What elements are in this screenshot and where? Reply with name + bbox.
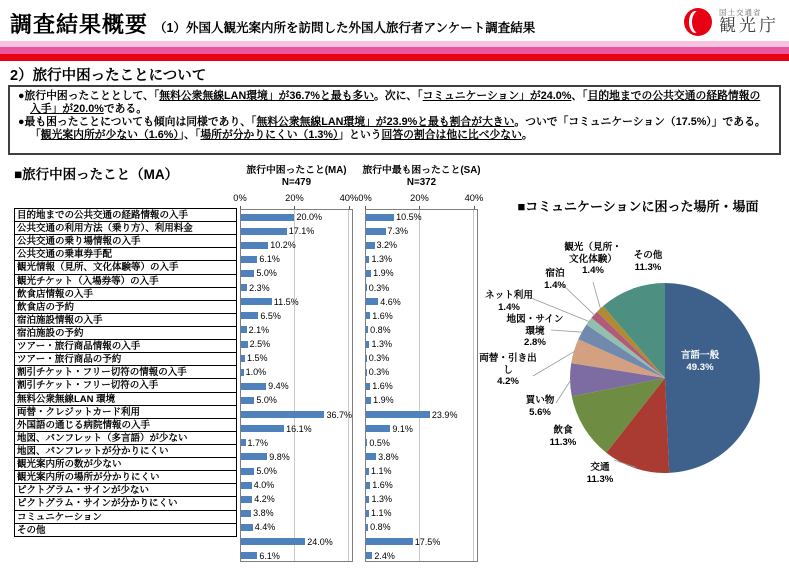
jta-logo-icon — [682, 6, 714, 38]
axis-tick-mark — [349, 206, 350, 209]
category-label: コミュニケーション — [14, 510, 237, 524]
bar-row — [366, 422, 477, 436]
summary-box — [8, 85, 781, 155]
bar-value-label: 2.3% — [249, 282, 270, 293]
header-stripe-magenta — [0, 47, 789, 54]
category-label: 観光案内所の数が少ない — [14, 457, 237, 471]
bar-value-label: 1.9% — [373, 268, 394, 279]
bar — [241, 270, 254, 277]
category-label: 割引チケット・フリー切符の入手 — [14, 378, 237, 392]
bar — [241, 369, 244, 376]
agency-parent-label: 国土交通省 — [719, 7, 762, 17]
bar — [366, 312, 370, 319]
agency-name-label: 観光庁 — [719, 15, 779, 35]
bar-chart-block — [14, 163, 484, 563]
bar-row — [366, 266, 477, 280]
bar-value-label: 23.9% — [431, 409, 458, 420]
bar-row — [366, 478, 477, 492]
bar-row — [366, 238, 477, 252]
pie-label-line: 飲食 — [553, 425, 573, 436]
bar-row — [366, 379, 477, 393]
bar — [366, 496, 369, 503]
pie-label-line: 地図・サイン — [506, 314, 564, 325]
category-label: 観光案内所の場所が分かりにくい — [14, 470, 237, 484]
bar-section-title: ■旅行中困ったこと（MA） — [14, 167, 179, 182]
bar — [241, 510, 251, 517]
bar — [366, 439, 367, 446]
bar — [366, 383, 370, 390]
bar-value-label: 5.0% — [256, 466, 277, 477]
bar — [366, 482, 370, 489]
bar-row — [241, 238, 352, 252]
bar — [366, 468, 369, 475]
pie-label — [564, 242, 622, 277]
bar — [241, 256, 257, 263]
bar — [366, 214, 394, 221]
pie-label — [550, 425, 577, 448]
bar-row — [366, 351, 477, 365]
bar — [366, 411, 430, 418]
category-label: ピクトグラム・サインが分かりにくい — [14, 496, 237, 510]
pie-label-line: その他 — [633, 250, 663, 261]
bar-row — [241, 408, 352, 422]
bar-value-label: 1.9% — [373, 395, 394, 406]
bar-value-label: 9.8% — [269, 451, 290, 462]
bar-value-label: 0.8% — [370, 522, 391, 533]
bar-row — [366, 450, 477, 464]
pie-chart-block — [479, 190, 787, 568]
summary-bullet — [18, 116, 771, 142]
pie-leader-line — [593, 282, 601, 310]
pie-label-line: 1.4% — [544, 279, 566, 291]
bar-row — [366, 393, 477, 407]
pie-label — [479, 353, 537, 388]
bar — [366, 355, 367, 362]
bar-value-label: 4.4% — [254, 522, 276, 533]
bar-value-label: 3.8% — [378, 451, 399, 462]
category-label: 地図、パンフレットが分かりにくい — [14, 444, 237, 458]
bar-row — [241, 520, 352, 534]
bar-value-label: 2.1% — [248, 324, 270, 335]
pie-label-line: 5.6% — [529, 406, 551, 418]
category-label: ピクトグラム・サインが少ない — [14, 483, 237, 497]
pie-label-line: 11.3% — [549, 436, 577, 448]
bar-row — [241, 506, 352, 520]
category-label: 両替・クレジットカード利用 — [14, 405, 237, 419]
summary-text-segment: 。ついで「コミュニケーション（17.5%）」である。「 — [30, 115, 766, 141]
bar — [241, 383, 266, 390]
pie-label-line: 1.4% — [582, 265, 604, 276]
category-label-column — [14, 209, 237, 537]
bar-value-label: 1.1% — [370, 466, 392, 477]
category-label: 宿泊施設情報の入手 — [14, 313, 237, 327]
summary-text-segment: 無料公衆無線LAN環境」が23.9%と最も割合が大きい — [256, 115, 515, 128]
bar — [241, 214, 294, 221]
bar-row — [241, 224, 352, 238]
bar-value-label: 6.1% — [259, 550, 280, 561]
agency-logo — [682, 6, 779, 38]
bar-row — [366, 323, 477, 337]
bar-value-label: 36.7% — [326, 409, 352, 420]
bar — [241, 242, 268, 249]
bar — [366, 228, 386, 235]
pie-leader-line — [563, 285, 595, 315]
bar-value-label: 17.5% — [414, 536, 441, 547]
bar-row — [366, 535, 477, 549]
pie-label-line: 宿泊 — [545, 268, 565, 279]
category-label: 公共交通の乗り場情報の入手 — [14, 234, 237, 248]
pie-label-line: 両替・引き出 — [479, 353, 537, 364]
bar — [241, 284, 247, 291]
category-label: 宿泊施設の予約 — [14, 326, 237, 340]
page-title: 調査結果概要 — [10, 12, 149, 37]
bar — [241, 397, 254, 404]
bar-row — [366, 281, 477, 295]
bar — [366, 397, 371, 404]
bar-value-label: 1.3% — [371, 254, 392, 265]
bar-row — [241, 295, 352, 309]
summary-text-segment: 、「 — [571, 90, 588, 102]
category-label: 地図、パンフレット（多言語）が少ない — [14, 431, 237, 445]
bar-row — [241, 492, 352, 506]
bar — [366, 270, 371, 277]
axis-tick-label: 0% — [233, 193, 247, 203]
bar-value-label: 10.2% — [270, 240, 296, 251]
bar-row — [366, 337, 477, 351]
category-label: その他 — [14, 523, 237, 537]
bar-value-label: 1.6% — [372, 310, 393, 321]
bar — [241, 341, 248, 348]
summary-text-segment: 無料公衆無線LAN環境」が36.7%と最も多い — [159, 90, 375, 102]
pie-label — [681, 350, 719, 373]
bar — [366, 284, 367, 291]
pie-label-line: 49.3% — [686, 361, 714, 373]
bar — [241, 482, 252, 489]
bar — [241, 312, 258, 319]
bar — [241, 326, 247, 333]
pie-label-line: 言語一般 — [680, 350, 720, 361]
axis-tick-label: 0% — [358, 193, 372, 203]
chart-ma-axis — [233, 193, 359, 205]
bar-row — [241, 252, 352, 266]
bar — [366, 369, 367, 376]
bar-value-label: 2.4% — [374, 550, 395, 561]
bar-value-label: 1.1% — [370, 508, 392, 519]
bar — [241, 425, 284, 432]
bar-row — [366, 295, 477, 309]
bar — [241, 468, 254, 475]
bar-row — [366, 309, 477, 323]
axis-tick-mark — [474, 206, 475, 209]
bar-row — [241, 281, 352, 295]
bar-row — [366, 210, 477, 224]
bar-value-label: 4.6% — [380, 296, 401, 307]
bar-value-label: 4.2% — [254, 494, 275, 505]
pie-label — [587, 462, 614, 485]
summary-text-segment: 観光案内所が少ない（1.6%） — [40, 128, 179, 141]
chart-ma-plot — [240, 209, 353, 562]
summary-text-segment: 」という — [338, 128, 382, 141]
bar-row — [366, 464, 477, 478]
bar — [241, 355, 245, 362]
category-label: 飲食店の予約 — [14, 300, 237, 314]
bar-value-label: 1.6% — [372, 480, 393, 491]
category-label: 外国語の通じる病院情報の入手 — [14, 418, 237, 432]
chart-sa-axis — [358, 193, 484, 205]
summary-text-segment: である。 — [103, 102, 147, 115]
bar-value-label: 0.3% — [368, 367, 390, 378]
bar — [241, 228, 287, 235]
pie-label-line: 買い物 — [525, 395, 555, 406]
category-label: 公共交通の利用方法（乗り方）、利用料金 — [14, 221, 237, 235]
chart-sa-header: 旅行中最も困ったこと(SA) — [362, 165, 481, 176]
pie-label-line: 11.3% — [586, 473, 614, 485]
bar-row — [241, 337, 352, 351]
axis-tick-label: 20% — [410, 193, 429, 203]
bar-value-label: 17.1% — [288, 226, 315, 237]
axis-tick-label: 20% — [285, 193, 304, 203]
bar-value-label: 3.2% — [376, 240, 398, 251]
pie-slice — [665, 283, 760, 473]
bar — [366, 326, 368, 333]
category-label: 公共交通の乗車券手配 — [14, 247, 237, 261]
bar-row — [366, 492, 477, 506]
bar-row — [241, 309, 352, 323]
bar-row — [241, 323, 352, 337]
bar-value-label: 1.3% — [371, 494, 392, 505]
pie-label-line: 1.4% — [498, 301, 520, 313]
pie-label-line: ネット利用 — [485, 290, 533, 301]
bar-row — [241, 351, 352, 365]
bar-row — [241, 535, 352, 549]
bar — [366, 256, 369, 263]
bar — [241, 524, 253, 531]
axis-tick-label: 40% — [464, 193, 484, 203]
bar — [366, 341, 369, 348]
pie-label-line: 文化体験） — [569, 253, 617, 265]
bar-value-label: 5.0% — [256, 268, 277, 279]
bar-row — [366, 520, 477, 534]
pie-title: ■コミュニケーションに困った場所・場面 — [517, 199, 759, 214]
bar-row — [241, 450, 352, 464]
bar-row — [366, 252, 477, 266]
pie-label-line: し — [503, 364, 513, 376]
chart-sa-plot — [365, 209, 478, 562]
chart-ma-n: N=479 — [281, 177, 312, 188]
page-subtitle: （1）外国人観光案内所を訪問した外国人旅行者アンケート調査結果 — [154, 21, 536, 35]
bar-value-label: 1.0% — [245, 367, 267, 378]
summary-text-segment: ●最も困ったことについても傾向は同様であり、「 — [18, 115, 257, 128]
bar-row — [366, 436, 477, 450]
pie-label-line: 環境 — [525, 325, 545, 337]
pie-label-line: 交通 — [590, 462, 610, 473]
section-heading: 2）旅行中困ったことについて — [10, 68, 207, 84]
summary-text-segment: コミュニケーション」が24.0% — [422, 90, 572, 102]
axis-tick-mark — [365, 206, 366, 209]
bar-value-label: 0.8% — [370, 324, 391, 335]
category-label: 割引チケット・フリー切符の情報の入手 — [14, 365, 237, 379]
bar-value-label: 9.1% — [392, 423, 413, 434]
bar-value-label: 1.5% — [247, 353, 268, 364]
bar — [241, 538, 305, 545]
category-label: 飲食店情報の入手 — [14, 287, 237, 301]
bar-value-label: 11.5% — [273, 296, 299, 307]
category-label: 目的地までの公共交通の経路情報の入手 — [14, 208, 237, 222]
bar — [366, 538, 413, 545]
bar-value-label: 1.6% — [372, 381, 393, 392]
bar — [366, 510, 369, 517]
bar — [241, 496, 252, 503]
bar-row — [366, 549, 477, 563]
bar-value-label: 1.3% — [371, 339, 392, 350]
bar-value-label: 9.4% — [268, 381, 289, 392]
axis-tick-mark — [419, 206, 420, 209]
bar-row — [366, 506, 477, 520]
axis-tick-mark — [240, 206, 241, 209]
bar-row — [241, 393, 352, 407]
summary-text-segment: 目的地までの公共交通の経路情報の入手」が20.0% — [30, 90, 761, 115]
bar — [241, 411, 324, 418]
bar — [366, 453, 376, 460]
category-label: ツアー・旅行商品情報の入手 — [14, 339, 237, 353]
bar-row — [241, 365, 352, 379]
bar-value-label: 6.5% — [260, 310, 281, 321]
bar-value-label: 7.3% — [387, 226, 409, 237]
bar — [366, 242, 375, 249]
bar-row — [241, 210, 352, 224]
category-label: 観光チケット（入場券等）の入手 — [14, 274, 237, 288]
pie-label — [526, 395, 555, 418]
axis-tick-label: 40% — [339, 193, 359, 203]
chart-ma-header: 旅行中困ったこと(MA) — [246, 165, 347, 176]
bar-row — [241, 464, 352, 478]
bar-value-label: 1.7% — [247, 437, 269, 448]
bar — [241, 439, 246, 446]
page-header — [10, 8, 535, 39]
bar — [366, 425, 390, 432]
bar-row — [241, 478, 352, 492]
bar-row — [366, 224, 477, 238]
pie-label — [507, 314, 564, 349]
bar-row — [241, 266, 352, 280]
bar-value-label: 3.8% — [253, 508, 274, 519]
bar — [366, 552, 372, 559]
bar-row — [241, 436, 352, 450]
summary-text-segment: ●旅行中困ったこととして、「 — [18, 90, 160, 102]
bar-row — [366, 408, 477, 422]
pie-leader-line — [556, 380, 571, 403]
pie-label-line: 2.8% — [524, 337, 546, 348]
bar-row — [366, 365, 477, 379]
bar — [241, 552, 257, 559]
bar-value-label: 6.1% — [259, 254, 280, 265]
bar-value-label: 4.0% — [253, 480, 275, 491]
bar-value-label: 20.0% — [296, 212, 323, 223]
summary-text-segment: 回答の割合は他に比べ少ない — [381, 128, 522, 141]
bar — [241, 298, 272, 305]
bar — [366, 524, 368, 531]
category-label: ツアー・旅行商品の予約 — [14, 352, 237, 366]
pie-label-line: 観光（見所・ — [564, 242, 622, 253]
pie-label — [544, 268, 566, 291]
bar-value-label: 2.5% — [249, 339, 271, 350]
bar-value-label: 10.5% — [396, 212, 422, 223]
bar-row — [241, 549, 352, 563]
bar-value-label: 24.0% — [307, 536, 333, 547]
pie-label-line: 11.3% — [634, 261, 662, 273]
bar-value-label: 0.3% — [368, 353, 390, 364]
pie-leader-line — [533, 351, 575, 376]
pie-label — [634, 250, 663, 273]
bar-row — [241, 422, 352, 436]
summary-text-segment: 」、「 — [178, 128, 201, 141]
bar-value-label: 0.3% — [368, 282, 390, 293]
bar — [366, 298, 378, 305]
pie-label-line: 4.2% — [497, 376, 519, 387]
summary-text-segment: 。 — [521, 128, 533, 141]
bar-row — [241, 379, 352, 393]
bar-value-label: 16.1% — [286, 423, 312, 434]
bar-value-label: 0.5% — [369, 437, 390, 448]
category-label: 無料公衆無線LAN 環境 — [14, 392, 237, 406]
bar — [241, 453, 267, 460]
category-label: 観光情報（見所、文化体験等）の入手 — [14, 260, 237, 274]
header-stripe-red — [0, 54, 789, 61]
chart-sa-n: N=372 — [406, 177, 437, 188]
summary-text-segment: 。次に、「 — [374, 90, 423, 102]
summary-text-segment: 場所が分かりにくい（1.3%） — [200, 128, 339, 141]
pie-label — [485, 290, 533, 313]
axis-tick-mark — [294, 206, 295, 209]
summary-bullet — [18, 90, 771, 116]
bar-value-label: 5.0% — [256, 395, 277, 406]
